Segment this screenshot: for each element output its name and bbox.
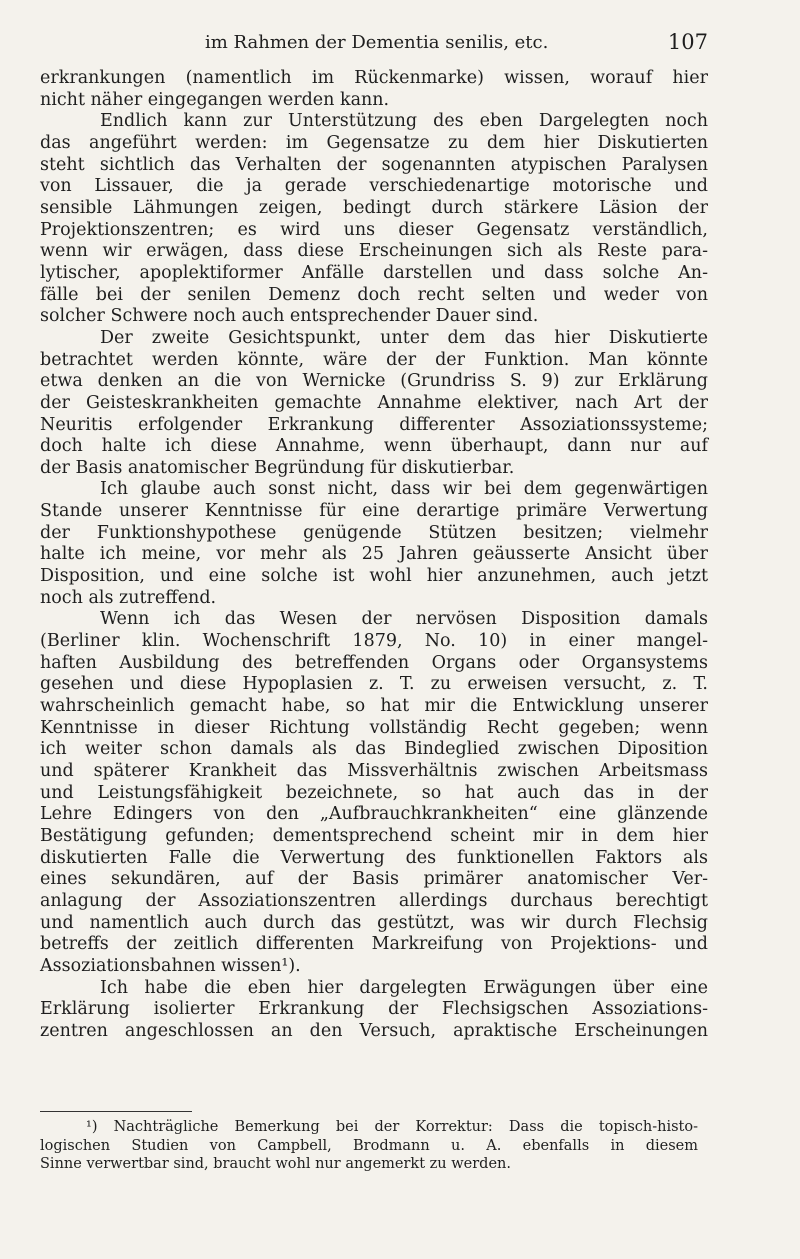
text-line: der Geisteskrankheiten gemachte Annahme elektiver, nach Art der [40, 392, 708, 413]
text-line: halte ich meine, vor mehr als 25 Jahren geäusserte Ansicht über [40, 544, 708, 565]
text-line: und späterer Krankheit das Missverhältnis zwischen Arbeitsmass [40, 761, 708, 781]
text-line: und Leistungsfähigkeit bezeichnete, so hat auch das in der [40, 782, 708, 803]
running-title: im Rahmen der Dementia senilis, etc. [205, 32, 549, 53]
text-line: sensible Lähmungen zeigen, bedingt durch stärkere Läsion der [40, 197, 708, 218]
text-line: betrachtet werden könnte, wäre der der Funktion. Man könnte [40, 349, 708, 370]
text-line: zentren angeschlossen an den Versuch, apraktische Erscheinungen [40, 1020, 708, 1041]
text-line: Endlich kann zur Unterstützung des eben Dargelegten noch [100, 111, 708, 132]
text-line: eines sekundären, auf der Basis primärer anatomischer Ver- [40, 869, 708, 890]
text-line: noch als zutreffend. [40, 587, 217, 608]
text-line: nicht näher eingegangen werden kann. [40, 89, 390, 110]
text-line: fälle bei der senilen Demenz doch recht selten und weder von [40, 284, 708, 305]
text-line: von Lissauer, die ja gerade verschiedenartige motorische und [40, 176, 708, 197]
text-line: Der zweite Gesichtspunkt, unter dem das hier Diskutierte [100, 327, 708, 348]
footnote [40, 1118, 698, 1174]
text-line: ich weiter schon damals als das Bindeglied zwischen Diposition [40, 739, 708, 760]
body-text [40, 68, 708, 1043]
text-line: Assoziationsbahnen wissen¹). [40, 955, 301, 976]
footnote-line: logischen Studien von Campbell, Brodmann u. A. ebenfalls in diesem [40, 1137, 698, 1154]
text-line: der Funktionshypothese genügende Stützen besitzen; vielmehr [40, 522, 708, 543]
text-line: das angeführt werden: im Gegensatze zu dem hier Diskutierten [40, 132, 708, 153]
text-line: Lehre Edingers von den „Aufbrauchkrankheiten“ eine glänzende [40, 804, 708, 825]
text-line: Neuritis erfolgender Erkrankung differenter Assoziationssysteme; [40, 414, 708, 435]
text-line: (Berliner klin. Wochenschrift 1879, No. 10) in einer mangel- [40, 631, 708, 652]
text-line: diskutierten Falle die Verwertung des funktionellen Faktors als [40, 847, 708, 868]
text-line: anlagung der Assoziationszentren allerdings durchaus berechtigt [40, 890, 708, 911]
text-line: Ich glaube auch sonst nicht, dass wir bei dem gegenwärtigen [100, 479, 708, 500]
text-line: erkrankungen (namentlich im Rückenmarke) wissen, worauf hier [40, 68, 708, 88]
text-line: Erklärung isolierter Erkrankung der Flechsigschen Assoziations- [40, 999, 708, 1020]
text-line: solcher Schwere noch auch entsprechender Dauer sind. [40, 306, 539, 327]
text-line: steht sichtlich das Verhalten der sogenannten atypischen Paralysen [40, 154, 708, 175]
text-line: Stande unserer Kenntnisse für eine derartige primäre Verwertung [40, 501, 708, 522]
text-line: betreffs der zeitlich differenten Markreifung von Projektions- und [40, 934, 708, 955]
text-line: wenn wir erwägen, dass diese Erscheinungen sich als Reste para- [40, 241, 708, 262]
text-line: haften Ausbildung des betreffenden Organs oder Organsystems [40, 652, 708, 673]
text-line: gesehen und diese Hypoplasien z. T. zu erweisen versucht, z. T. [40, 674, 708, 695]
text-line: lytischer, apoplektiformer Anfälle darstellen und dass solche An- [40, 262, 708, 283]
text-line: Ich habe die eben hier dargelegten Erwägungen über eine [100, 977, 708, 998]
text-line: Projektionszentren; es wird uns dieser Gegensatz verständlich, [40, 219, 708, 240]
text-line: Wenn ich das Wesen der nervösen Disposition damals [100, 609, 708, 630]
text-line: doch halte ich diese Annahme, wenn überhaupt, dann nur auf [40, 436, 708, 457]
page-number: 107 [667, 30, 708, 54]
text-line: Kenntnisse in dieser Richtung vollständig Recht gegeben; wenn [40, 717, 708, 738]
footnote-line: ¹) Nachträgliche Bemerkung bei der Korrektur: Dass die topisch-histo- [86, 1119, 698, 1135]
text-line: Disposition, und eine solche ist wohl hier anzunehmen, auch jetzt [40, 566, 708, 587]
text-line: der Basis anatomischer Begründung für diskutierbar. [40, 457, 515, 478]
text-line: wahrscheinlich gemacht habe, so hat mir die Entwicklung unserer [40, 696, 708, 717]
text-line: und namentlich auch durch das gestützt, was wir durch Flechsig [40, 912, 708, 933]
running-head [40, 30, 708, 60]
footnote-line: Sinne verwertbar sind, braucht wohl nur angemerkt zu werden. [40, 1156, 511, 1172]
text-line: Bestätigung gefunden; dementsprechend scheint mir in dem hier [40, 825, 708, 846]
footnote-rule [40, 1111, 192, 1112]
text-line: etwa denken an die von Wernicke (Grundriss S. 9) zur Erklärung [40, 371, 708, 392]
